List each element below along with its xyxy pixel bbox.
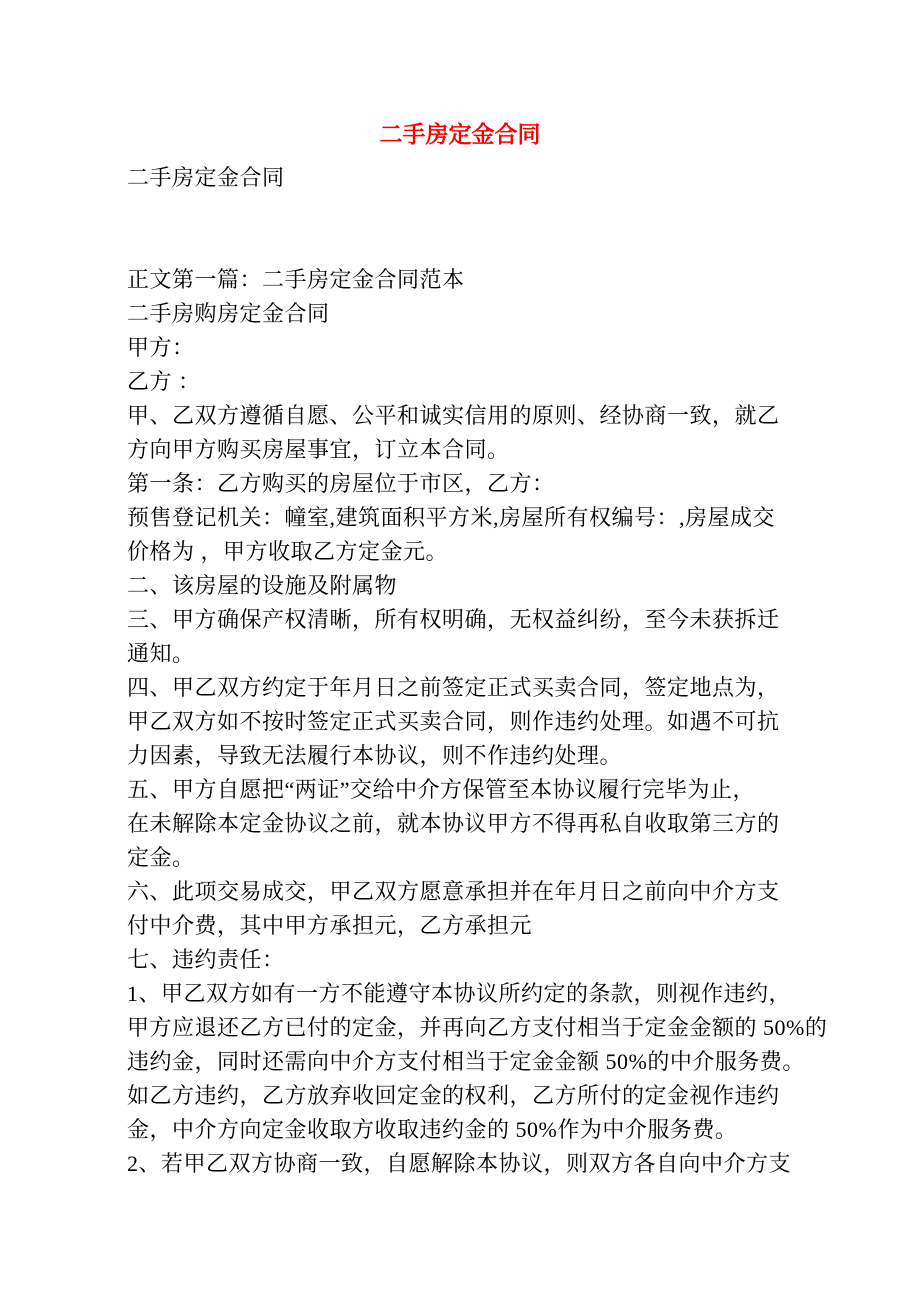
text-line: 正文第一篇：二手房定金合同范本 xyxy=(127,267,465,292)
text-line: 甲乙双方如不按时签定正式买卖合同，则作违约处理。如遇不可抗 xyxy=(127,709,780,734)
text-line: 甲、乙双方遵循自愿、公平和诚实信用的原则、经协商一致，就乙 xyxy=(127,403,780,428)
text-line: 付中介费，其中甲方承担元，乙方承担元 xyxy=(127,913,533,938)
text-line: 乙方 ： xyxy=(127,369,201,394)
text-line: 六、此项交易成交，甲乙双方愿意承担并在年月日之前向中介方支 xyxy=(127,879,780,904)
text-line: 方向甲方购买房屋事宜，订立本合同。 xyxy=(127,437,510,462)
text-line: 二手房购房定金合同 xyxy=(127,301,330,326)
text-line: 二、该房屋的设施及附属物 xyxy=(127,573,398,598)
text-line: 如乙方违约，乙方放弃收回定金的权利，乙方所付的定金视作违约 xyxy=(127,1083,780,1108)
text-line: 违约金，同时还需向中介方支付相当于定金金额 50%的中介服务费。 xyxy=(127,1049,805,1074)
text-line: 五、甲方自愿把“两证”交给中介方保管至本协议履行完毕为止， xyxy=(127,777,756,802)
text-line: 二手房定金合同 xyxy=(127,165,285,190)
text-line: 定金。 xyxy=(127,845,195,870)
text-line: 第一条：乙方购买的房屋位于市区，乙方： xyxy=(127,471,555,496)
text-line: 四、甲乙双方约定于年月日之前签定正式买卖合同，签定地点为， xyxy=(127,675,780,700)
text-line: 金，中介方向定金收取方收取违约金的 50%作为中介服务费。 xyxy=(127,1117,738,1142)
text-line: 通知。 xyxy=(127,641,195,666)
text-line: 预售登记机关：幢室,建筑面积平方米,房屋所有权编号：,房屋成交 xyxy=(127,505,776,530)
text-line: 力因素，导致无法履行本协议，则不作违约处理。 xyxy=(127,743,623,768)
text-line: 2、若甲乙双方协商一致，自愿解除本协议，则双方各自向中介方支 xyxy=(127,1151,792,1176)
text-line: 三、甲方确保产权清晰，所有权明确，无权益纠纷，至今未获拆迁 xyxy=(127,607,780,632)
text-line: 在未解除本定金协议之前，就本协议甲方不得再私自收取第三方的 xyxy=(127,811,780,836)
text-line: 七、违约责任： xyxy=(127,947,285,972)
document-title: 二手房定金合同 xyxy=(379,122,541,147)
blank-line xyxy=(127,229,817,263)
text-line: 甲方应退还乙方已付的定金，并再向乙方支付相当于定金金额的 50%的 xyxy=(127,1015,828,1040)
text-line: 甲方： xyxy=(127,335,195,360)
document-body xyxy=(127,161,828,1181)
text-line: 1、甲乙双方如有一方不能遵守本协议所约定的条款，则视作违约， xyxy=(127,981,792,1006)
blank-line xyxy=(127,195,817,229)
text-line: 价格为 ，甲方收取乙方定金元。 xyxy=(127,539,449,564)
